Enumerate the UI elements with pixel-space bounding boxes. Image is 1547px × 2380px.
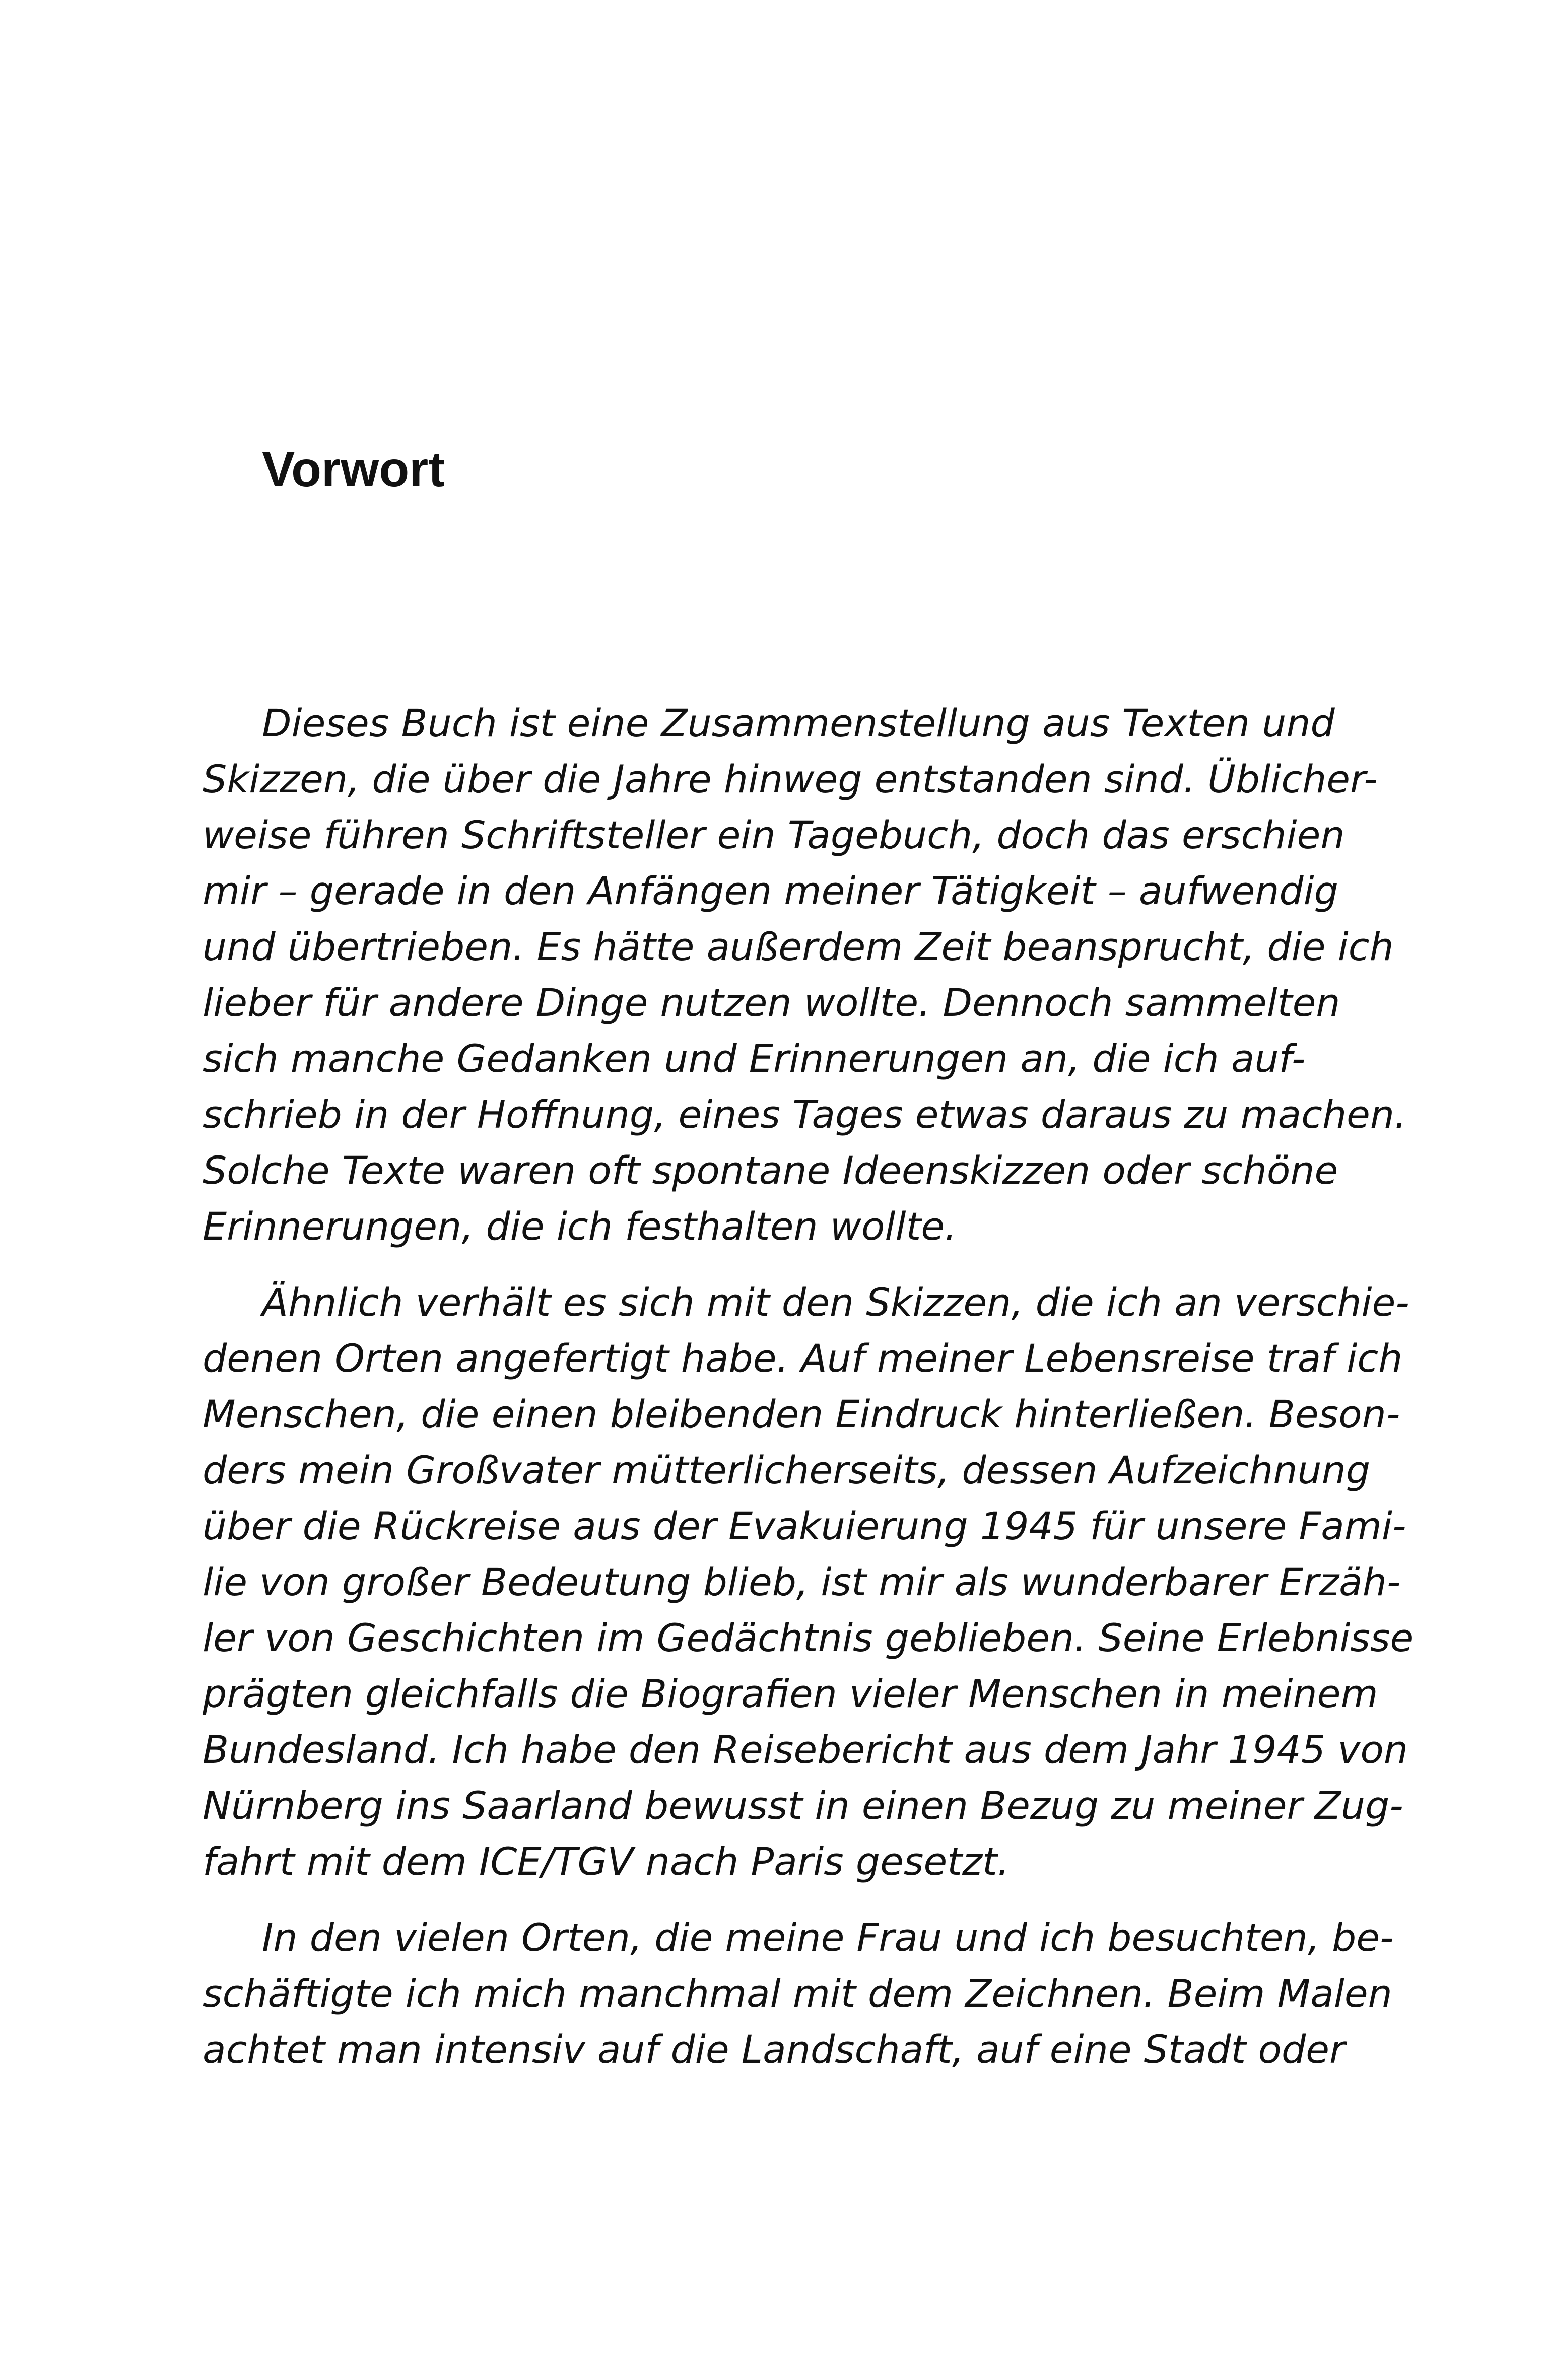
text-line: Menschen, die einen bleibenden Eindruck hinterließen. Beson- (203, 1392, 1400, 1437)
page-heading: Vorwort (262, 441, 445, 497)
text-line: Bundesland. Ich habe den Reisebericht aus dem Jahr 1945 von (203, 1727, 1408, 1772)
text-line: achtet man intensiv auf die Landschaft, auf eine Stadt oder (203, 2027, 1346, 2072)
text-line: schrieb in der Hoffnung, eines Tages etwas daraus zu machen. (203, 1092, 1407, 1137)
text-line: Ähnlich verhält es sich mit den Skizzen, die ich an verschie- (262, 1280, 1409, 1325)
text-line: Erinnerungen, die ich festhalten wollte. (203, 1204, 957, 1249)
text-line: fahrt mit dem ICE/TGV nach Paris gesetzt. (203, 1839, 1010, 1884)
text-line: und übertrieben. Es hätte außerdem Zeit beansprucht, die ich (203, 924, 1394, 969)
text-line: lie von großer Bedeutung blieb, ist mir als wunderbarer Erzäh- (203, 1559, 1401, 1604)
body-text (203, 695, 1414, 2097)
text-line: Solche Texte waren oft spontane Ideenskizzen oder schöne (203, 1148, 1338, 1193)
text-line: Dieses Buch ist eine Zusammenstellung aus Texten und (262, 701, 1335, 745)
text-line: Skizzen, die über die Jahre hinweg entstanden sind. Üblicher- (203, 757, 1378, 801)
text-line: Nürnberg ins Saarland bewusst in einen Bezug zu meiner Zug- (203, 1783, 1403, 1828)
text-line: weise führen Schriftsteller ein Tagebuch, doch das erschien (203, 812, 1345, 857)
paragraph-3 (203, 1910, 1394, 2077)
text-line: In den vielen Orten, die meine Frau und ich besuchten, be- (262, 1915, 1394, 1960)
text-line: prägten gleichfalls die Biografien vieler Menschen in meinem (203, 1671, 1378, 1716)
text-line: über die Rückreise aus der Evakuierung 1945 für unsere Fami- (203, 1504, 1406, 1548)
text-line: mir – gerade in den Anfängen meiner Tätigkeit – aufwendig (203, 868, 1339, 913)
text-line: ler von Geschichten im Gedächtnis geblieben. Seine Erlebnisse (203, 1615, 1414, 1660)
paragraph-1 (203, 695, 1407, 1254)
paragraph-2 (203, 1274, 1414, 1889)
text-line: denen Orten angefertigt habe. Auf meiner Lebensreise traf ich (203, 1336, 1403, 1381)
text-line: sich manche Gedanken und Erinnerungen an, die ich auf- (203, 1036, 1306, 1081)
text-line: ders mein Großvater mütterlicherseits, dessen Aufzeichnung (203, 1448, 1371, 1492)
text-line: schäftigte ich mich manchmal mit dem Zeichnen. Beim Malen (203, 1971, 1392, 2016)
text-line: lieber für andere Dinge nutzen wollte. Dennoch sammelten (203, 980, 1340, 1025)
